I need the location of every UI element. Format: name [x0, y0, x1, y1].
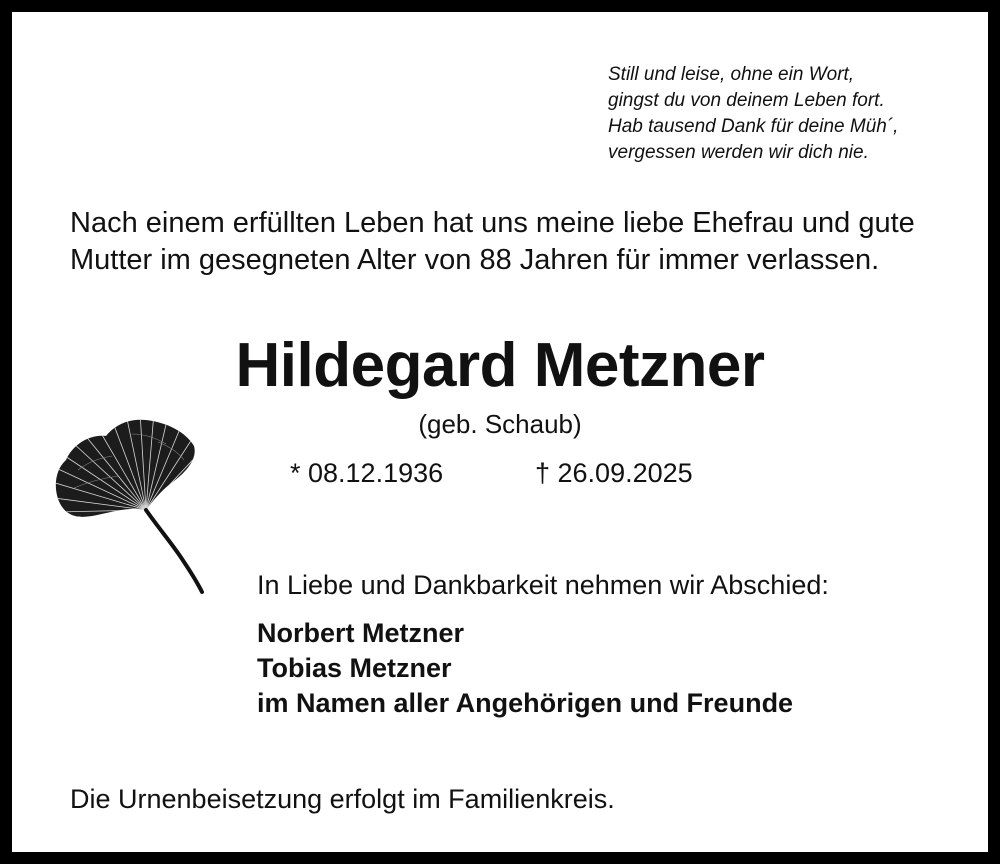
ginkgo-leaf-icon [48, 412, 208, 597]
intro-line: Mutter im gesegneten Alter von 88 Jahren für immer verlassen. [70, 244, 880, 276]
poem-line: vergessen werden wir dich nie. [608, 142, 869, 163]
mourners-list [257, 616, 793, 721]
burial-note: Die Urnenbeisetzung erfolgt im Familienkreis. [70, 784, 615, 814]
death-date: † 26.09.2025 [535, 458, 693, 488]
mourner-name: im Namen aller Angehörigen und Freunde [257, 688, 794, 718]
maiden-name: (geb. Schaub) [418, 409, 582, 439]
poem [608, 62, 988, 166]
intro-text [70, 205, 990, 279]
poem-line: Still und leise, ohne ein Wort, [608, 64, 855, 85]
mourner-name: Tobias Metzner [257, 653, 452, 683]
poem-line: Hab tausend Dank für deine Müh´, [608, 116, 899, 137]
farewell-text: In Liebe und Dankbarkeit nehmen wir Abschied: [257, 570, 829, 600]
birth-date: * 08.12.1936 [290, 458, 444, 488]
poem-line: gingst du von deinem Leben fort. [608, 90, 885, 111]
deceased-name: Hildegard Metzner [235, 331, 765, 400]
mourner-name: Norbert Metzner [257, 618, 465, 648]
intro-line: Nach einem erfüllten Leben hat uns meine liebe Ehefrau und gute [70, 207, 915, 239]
